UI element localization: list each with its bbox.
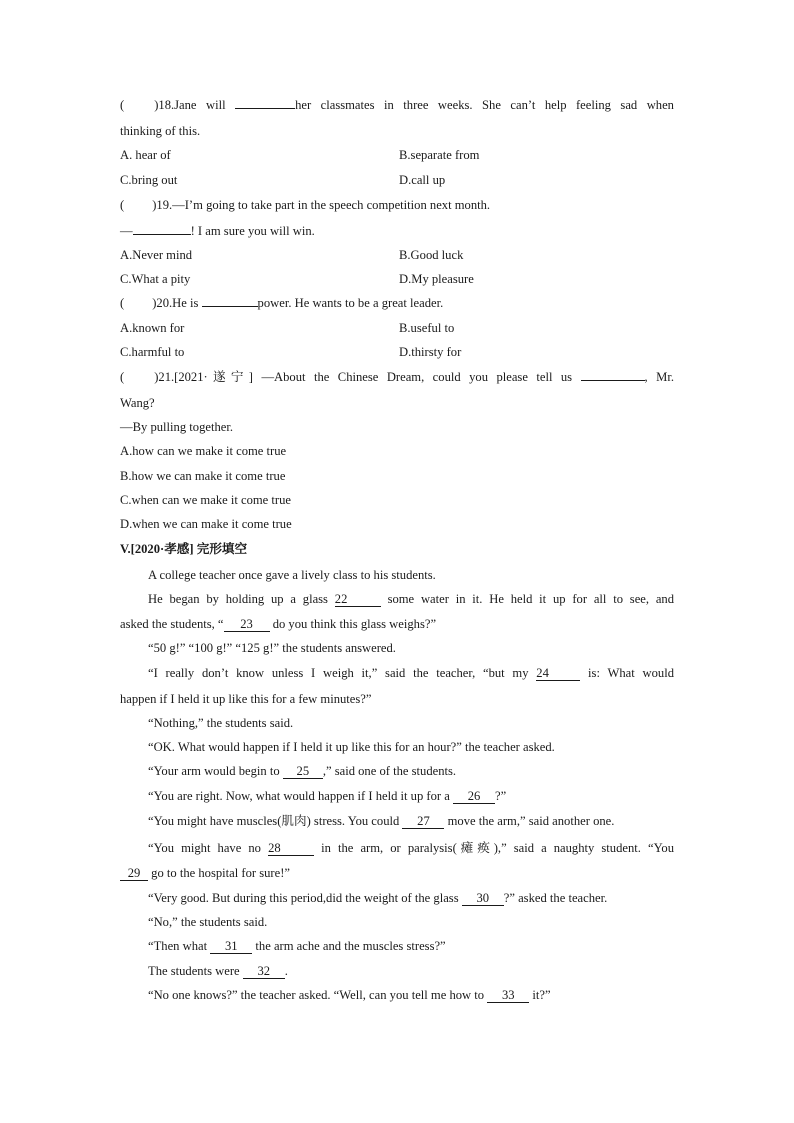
passage-text: “You are right. Now, what would happen if I held it up for a: [148, 789, 450, 803]
blank-22[interactable]: 22: [335, 592, 381, 607]
passage-text: ,” said one of the students.: [322, 764, 457, 778]
passage-p8: “OK. What would happen if I held it up like this for an hour?” the teacher asked.: [148, 740, 555, 754]
blank-33[interactable]: 33: [487, 988, 529, 1003]
passage-p17: [148, 962, 674, 980]
q21-stem-line-1: [120, 368, 674, 386]
q19-option-a: A.Never mind: [120, 248, 193, 262]
q18-option-b: B.separate from: [399, 148, 480, 162]
blank-32[interactable]: 32: [243, 964, 285, 979]
q18-stem-c: thinking of this.: [120, 124, 201, 138]
q20-paren: (: [120, 296, 125, 310]
blank-26[interactable]: 26: [453, 789, 495, 804]
passage-p6: happen if I held it up like this for a few minutes?”: [120, 692, 372, 706]
q21-stem-d: —By pulling together.: [120, 420, 233, 434]
q21-option-c: C.when can we make it come true: [120, 493, 291, 507]
blank-31[interactable]: 31: [210, 939, 252, 954]
passage-p14: [148, 889, 674, 907]
passage-text: “No one knows?” the teacher asked. “Well, can you tell me how to: [148, 988, 485, 1002]
passage-text: .: [284, 964, 288, 978]
passage-p7: “Nothing,” the students said.: [148, 716, 294, 730]
passage-p2: [148, 590, 674, 608]
q20-stem-b: power. He wants to be a great leader.: [257, 296, 444, 310]
q19-stem-a: 19.—I’m going to take part in the speech competition next month.: [156, 198, 491, 212]
q21-option-d: D.when we can make it come true: [120, 517, 292, 531]
q19-option-c: C.What a pity: [120, 272, 191, 286]
q18-stem-line-1: [120, 96, 674, 114]
q20-option-a: A.known for: [120, 321, 185, 335]
blank-29[interactable]: 29: [120, 866, 148, 881]
q18-answer-blank[interactable]: [235, 108, 295, 109]
q21-paren-close: ): [154, 370, 159, 384]
q19-paren-close: ): [152, 198, 157, 212]
q21-stem-c: Wang?: [120, 396, 155, 410]
passage-p13: [120, 864, 674, 882]
passage-text: some water in it. He held it up for all to see, and: [387, 592, 675, 606]
passage-p11: [148, 812, 674, 830]
passage-text: go to the hospital for sure!”: [151, 866, 291, 880]
q20-paren-close: ): [152, 296, 157, 310]
passage-text: “Very good. But during this period,did the weight of the glass: [148, 891, 459, 905]
passage-text: “You might have muscles(肌肉) stress. You could: [148, 814, 400, 828]
q19-paren: (: [120, 198, 125, 212]
q18-paren: (: [120, 98, 125, 112]
blank-28[interactable]: 28: [268, 841, 314, 856]
q21-option-b: B.how we can make it come true: [120, 469, 286, 483]
q18-option-c: C.bring out: [120, 173, 178, 187]
passage-text: move the arm,” said another one.: [447, 814, 615, 828]
blank-24[interactable]: 24: [536, 666, 580, 681]
passage-p5: [148, 664, 674, 682]
q19-stem-line-1: [120, 196, 674, 214]
passage-text: “You might have no: [148, 841, 261, 855]
q21-option-a: A.how can we make it come true: [120, 444, 287, 458]
q21-answer-blank[interactable]: [581, 380, 645, 381]
passage-p12: [148, 839, 674, 857]
passage-p15: “No,” the students said.: [148, 915, 268, 929]
q18-stem-a: 18.Jane will: [158, 98, 226, 112]
passage-text: “Then what: [148, 939, 208, 953]
passage-text: “Your arm would begin to: [148, 764, 280, 778]
passage-p9: [148, 762, 674, 780]
blank-27[interactable]: 27: [402, 814, 444, 829]
q18-paren-close: ): [154, 98, 159, 112]
q20-option-b: B.useful to: [399, 321, 455, 335]
passage-text: is: What would: [588, 666, 674, 680]
passage-text: in the arm, or paralysis(瘫痪),” said a naughty student. “You: [321, 841, 675, 855]
passage-p16: [148, 937, 674, 955]
passage-text: ?”: [495, 789, 507, 803]
passage-text: He began by holding up a glass: [148, 592, 328, 606]
passage-text: the arm ache and the muscles stress?”: [255, 939, 446, 953]
q20-option-d: D.thirsty for: [399, 345, 462, 359]
q20-answer-blank[interactable]: [202, 306, 258, 307]
passage-p4: “50 g!” “100 g!” “125 g!” the students answered.: [148, 641, 396, 655]
q21-paren: (: [120, 370, 125, 384]
passage-p18: [148, 986, 674, 1004]
passage-p3: [120, 615, 674, 633]
q19-answer-blank[interactable]: [133, 234, 191, 235]
passage-text: “I really don’t know unless I weigh it,” said the teacher, “but my: [148, 666, 529, 680]
q21-stem-a: 21.[2021·遂宁] —About the Chinese Dream, could you please tell us: [158, 370, 573, 384]
passage-text: ?” asked the teacher.: [503, 891, 608, 905]
blank-25[interactable]: 25: [283, 764, 323, 779]
q20-stem-a: 20.He is: [156, 296, 199, 310]
passage-text: The students were: [148, 964, 240, 978]
blank-23[interactable]: 23: [224, 617, 270, 632]
q19-stem-line-2: [120, 222, 674, 240]
q21-stem-b: , Mr.: [644, 370, 674, 384]
passage-text: it?”: [532, 988, 551, 1002]
section-heading: V.[2020·孝感] 完形填空: [120, 542, 248, 556]
passage-p10: [148, 787, 674, 805]
passage-text: asked the students, “: [120, 617, 224, 631]
q19-stem-b: ! I am sure you will win.: [190, 224, 315, 238]
passage-p1: A college teacher once gave a lively class to his students.: [148, 568, 436, 582]
q19-dash: —: [120, 224, 133, 238]
q18-stem-b: her classmates in three weeks. She can’t help feeling sad when: [295, 98, 674, 112]
q18-option-a: A. hear of: [120, 148, 171, 162]
q19-option-b: B.Good luck: [399, 248, 464, 262]
blank-30[interactable]: 30: [462, 891, 504, 906]
q20-stem-line-1: [120, 294, 674, 312]
passage-text: do you think this glass weighs?”: [272, 617, 437, 631]
q20-option-c: C.harmful to: [120, 345, 185, 359]
q19-option-d: D.My pleasure: [399, 272, 474, 286]
q18-option-d: D.call up: [399, 173, 446, 187]
